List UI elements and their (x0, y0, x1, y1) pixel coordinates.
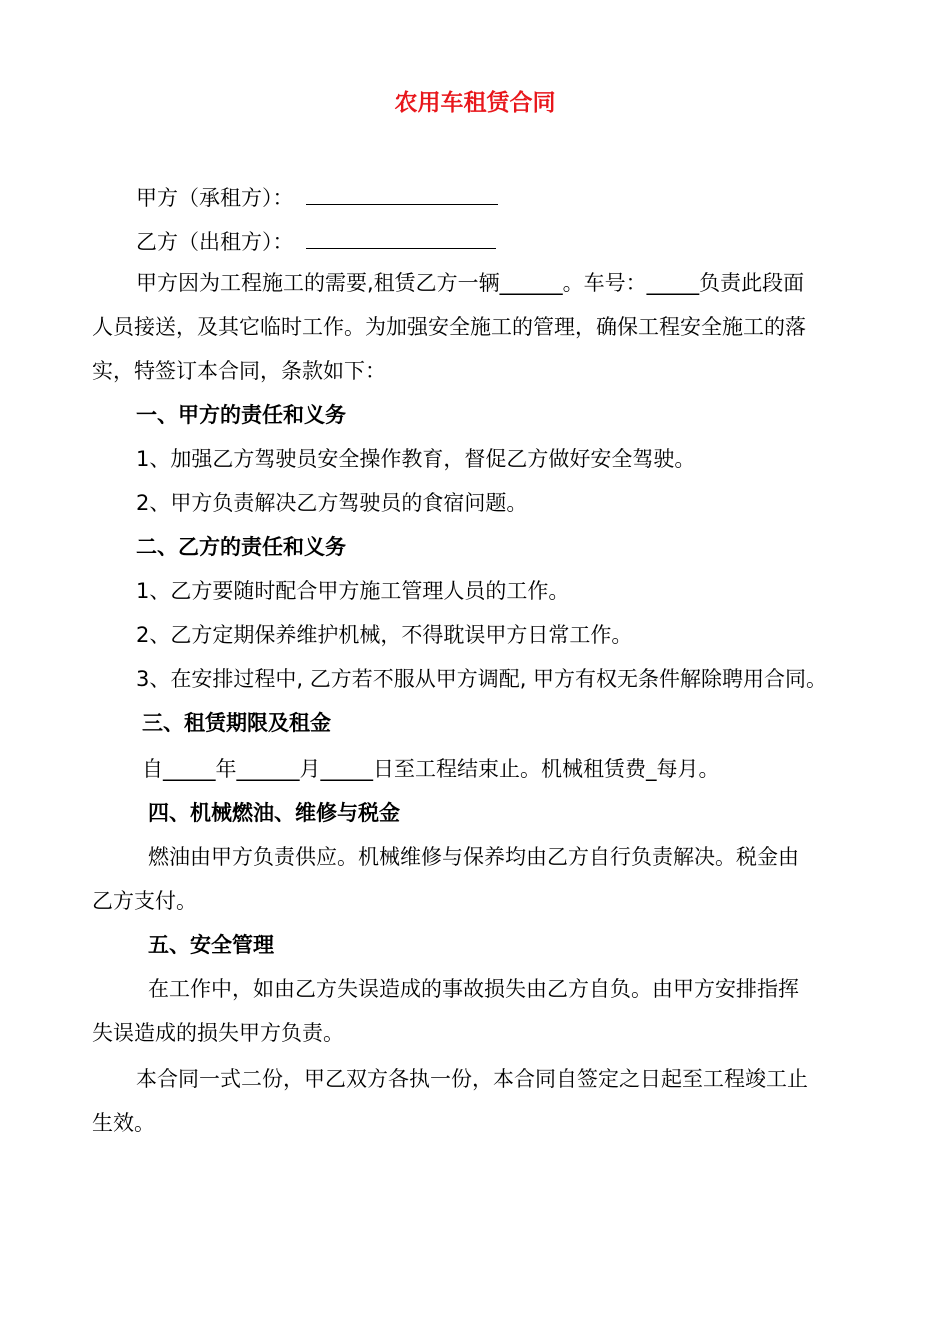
intro-line-2: 人员接送，及其它临时工作。为加强安全施工的管理，确保工程安全施工的落 (92, 315, 806, 339)
section4-line-2: 乙方支付。 (92, 889, 197, 913)
party-b-row (136, 224, 496, 257)
section4-line-1: 燃油由甲方负责供应。机械维修与保养均由乙方自行负责解决。税金由 (148, 845, 799, 869)
party-a-blank (306, 180, 498, 205)
section2-item-3: 3、在安排过程中, 乙方若不服从甲方调配, 甲方有权无条件解除聘用合同。 (136, 667, 828, 691)
section1-item-1: 1、加强乙方驾驶员安全操作教育，督促乙方做好安全驾驶。 (136, 447, 696, 471)
section2-item-1: 1、乙方要随时配合甲方施工管理人员的工作。 (136, 579, 570, 603)
section3-heading: 三、租赁期限及租金 (142, 711, 331, 735)
document-title: 农用车租赁合同 (394, 90, 556, 116)
section5-heading: 五、安全管理 (148, 933, 274, 957)
section5-line-1: 在工作中，如由乙方失误造成的事故损失由乙方自负。由甲方安排指挥 (148, 977, 799, 1001)
party-b-blank (306, 224, 496, 249)
party-a-row (136, 180, 498, 213)
section2-heading: 二、乙方的责任和义务 (136, 535, 346, 559)
section1-item-2: 2、甲方负责解决乙方驾驶员的食宿问题。 (136, 491, 528, 515)
section3-text: 自_____年______月_____日至工程结束止。机械租赁费_每月。 (142, 757, 720, 781)
closing-line-2: 生效。 (92, 1111, 155, 1135)
section1-heading: 一、甲方的责任和义务 (136, 403, 346, 427)
section5-line-2: 失误造成的损失甲方负责。 (92, 1021, 344, 1045)
closing-line-1: 本合同一式二份，甲乙双方各执一份，本合同自签定之日起至工程竣工止 (136, 1067, 808, 1091)
intro-line-1: 甲方因为工程施工的需要,租赁乙方一辆______。车号：_____负责此段面 (136, 271, 805, 295)
section2-item-2: 2、乙方定期保养维护机械，不得耽误甲方日常工作。 (136, 623, 633, 647)
section4-heading: 四、机械燃油、维修与税金 (148, 801, 400, 825)
intro-line-3: 实，特签订本合同，条款如下： (92, 359, 386, 383)
party-a-label: 甲方（承租方）： (136, 186, 294, 210)
party-b-label: 乙方（出租方）： (136, 230, 294, 254)
